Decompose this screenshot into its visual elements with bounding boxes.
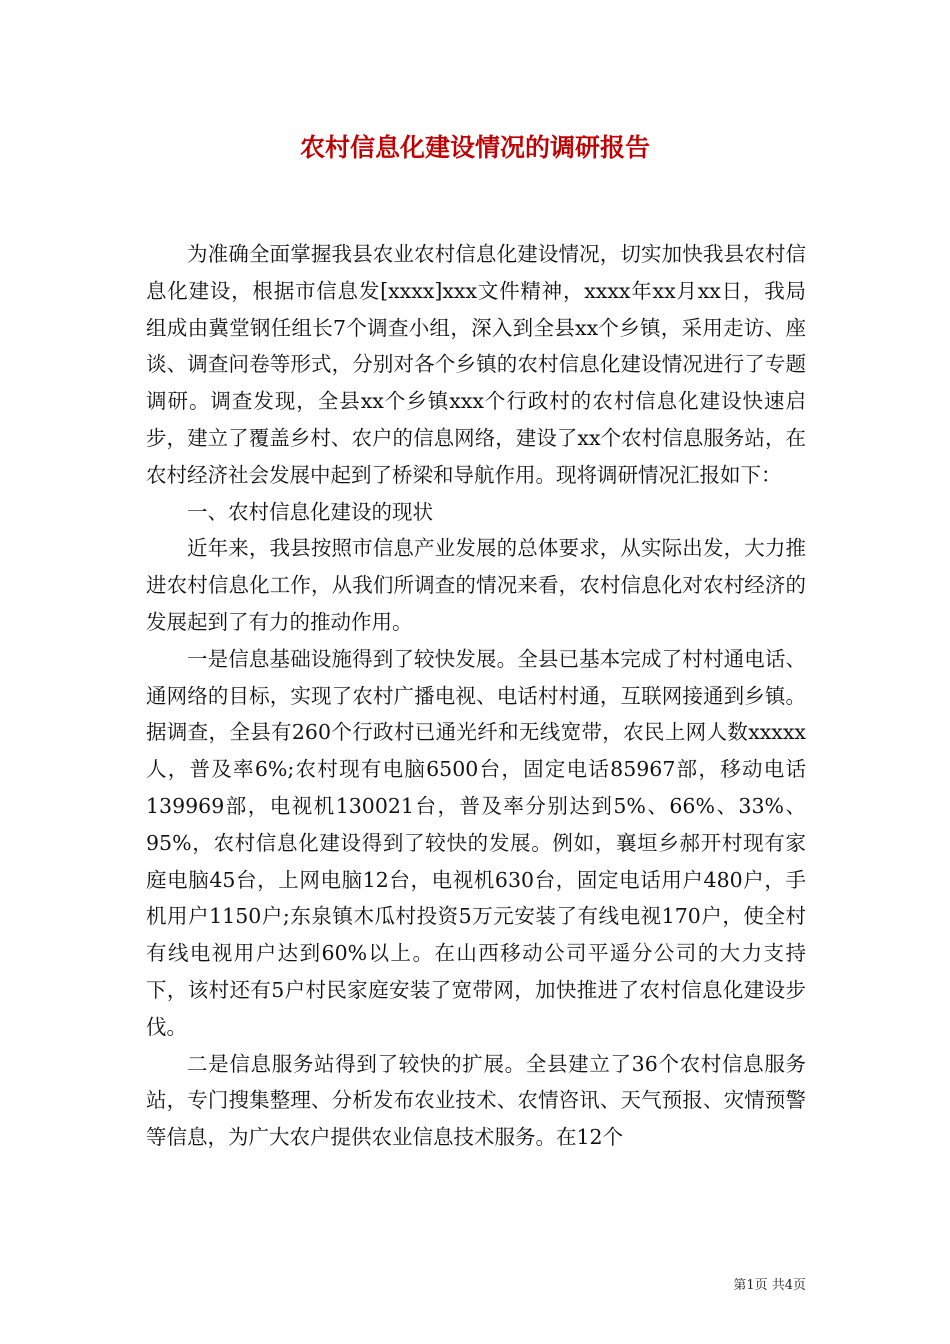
section-heading-1: 一、农村信息化建设的现状 [187, 499, 433, 524]
document-body [146, 236, 806, 1156]
intro-paragraph: 为准确全面掌握我县农业农村信息化建设情况，切实加快我县农村信息化建设，根据市信息发[xxxx]xxx文件精神，xxxx年xx月xx日，我局组成由冀堂钢任组长7个调查小组，深入到全县xx个乡镇，采用走访、座谈、调查问卷等形式，分别对各个乡镇的农村信息化建设情况进行了专题调研。调查发现，全县xx个乡镇xxx个行政村的农村信息化建设快速启步，建立了覆盖乡村、农户的信息网络，建设了xx个农村信息服务站，在农村经济社会发展中起到了桥梁和导航作用。现将调研情况汇报如下： [146, 242, 806, 487]
infrastructure-paragraph: 一是信息基础设施得到了较快发展。全县已基本完成了村村通电话、通网络的目标，实现了农村广播电视、电话村村通，互联网接通到乡镇。据调查，全县有260个行政村已通光纤和无线宽带，农民上网人数xxxxx人，普及率6%;农村现有电脑6500台，固定电话85967部，移动电话139969部，电视机130021台，普及率分别达到5%、66%、33%、95%，农村信息化建设得到了较快的发展。例如，襄垣乡郝开村现有家庭电脑45台，上网电脑12台，电视机630台，固定电话用户480户，手机用户1150户;东泉镇木瓜村投资5万元安装了有线电视170户，使全村有线电视用户达到60%以上。在山西移动公司平遥分公司的大力支持下，该村还有5户村民家庭安装了宽带网，加快推进了农村信息化建设步伐。 [146, 646, 806, 1039]
status-paragraph: 近年来，我县按照市信息产业发展的总体要求，从实际出发，大力推进农村信息化工作，从我们所调查的情况来看，农村信息化对农村经济的发展起到了有力的推动作用。 [146, 536, 806, 634]
service-station-paragraph: 二是信息服务站得到了较快的扩展。全县建立了36个农村信息服务站，专门搜集整理、分析发布农业技术、农情咨讯、天气预报、灾情预警等信息，为广大农户提供农业信息技术服务。在12个 [146, 1051, 806, 1150]
page-number-footer: 第1页 共4页 [733, 1278, 806, 1293]
document-title: 农村信息化建设情况的调研报告 [299, 133, 650, 162]
